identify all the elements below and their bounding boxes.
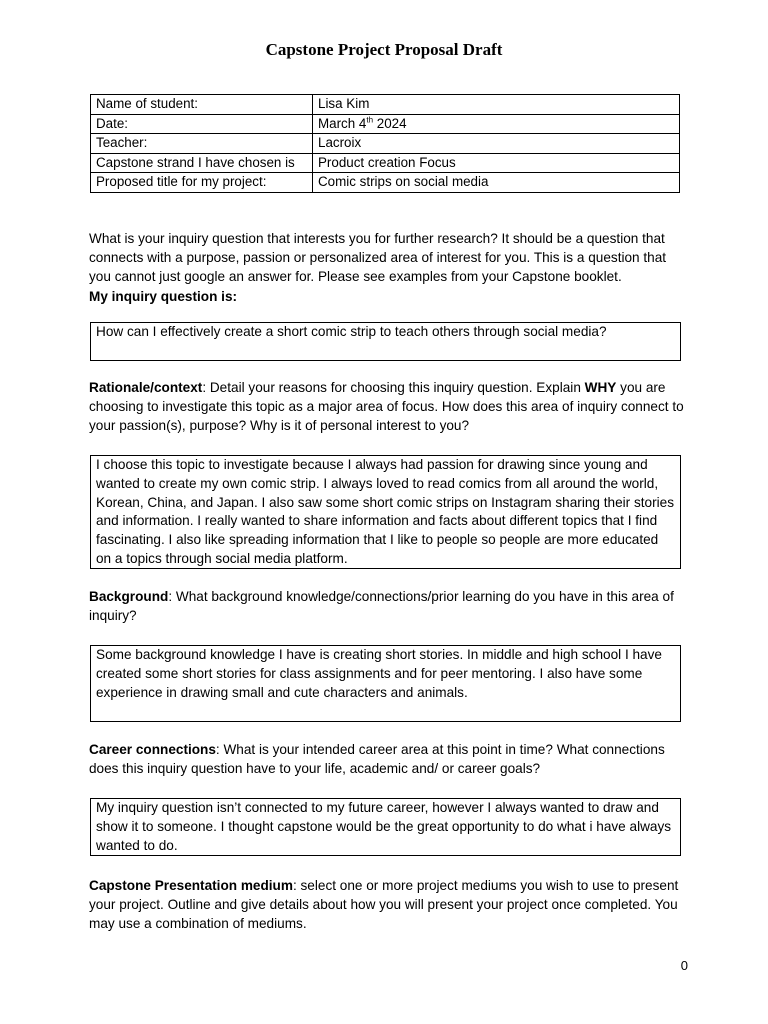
table-row	[91, 134, 680, 154]
row-value: Comic strips on social media	[313, 173, 680, 193]
table-row	[91, 95, 680, 115]
background-answer-box: Some background knowledge I have is creating short stories. In middle and high school I have created some short stories for class assignments and for peer mentoring. I also have some experience in drawing small and cute characters and animals.	[90, 645, 681, 722]
inquiry-answer-box: How can I effectively create a short comic strip to teach others through social media?	[90, 322, 681, 361]
inquiry-label: My inquiry question is:	[89, 288, 238, 304]
rationale-prompt-text-2: you are choosing to investigate this topic as a major area of focus. How does this area of inquiry connect to your passion(s), purpose? Why is it of personal interest to you?	[89, 380, 684, 434]
page-number: 0	[680, 958, 688, 973]
rationale-answer-box: I choose this topic to investigate because I always had passion for drawing since young and wanted to create my own comic strip. I always loved to read comics from all around the world, Korean, China, and Japan. I also saw some short comic strips on Instagram sharing their stories and information. I really wanted to share information and facts about different topics that I find fascinating. I also like spreading information that I like to people so people are more educated on a topics through social media platform.	[90, 455, 681, 569]
document-title: Capstone Project Proposal Draft	[265, 40, 503, 59]
career-prompt	[89, 740, 689, 778]
presentation-prompt	[89, 876, 689, 934]
inquiry-prompt-text: What is your inquiry question that interests you for further research? It should be a question that connects with a purpose, passion or personalized area of interest for you. This is a question that you cannot just google an answer for. Please see examples from your Capstone booklet.	[89, 231, 667, 285]
rationale-prompt	[89, 378, 689, 436]
row-label: Teacher:	[91, 134, 313, 154]
date-month-day: March 4	[318, 115, 367, 131]
background-prompt	[89, 587, 689, 625]
row-value: Lacroix	[313, 134, 680, 154]
presentation-heading: Capstone Presentation medium	[89, 878, 293, 893]
career-heading: Career connections	[89, 742, 216, 757]
background-prompt-text: : What background knowledge/connections/prior learning do you have in this area of inquiry?	[89, 589, 674, 624]
background-heading: Background	[89, 589, 169, 604]
table-row	[91, 153, 680, 173]
row-label: Capstone strand I have chosen is	[91, 153, 313, 173]
presentation-prompt-text: : select one or more project mediums you wish to use to present your project. Outline and give details about how you will present your project once completed. You may use a combination of mediums.	[89, 878, 679, 932]
rationale-heading: Rationale/context	[89, 380, 203, 395]
table-row	[91, 114, 680, 134]
career-answer-box: My inquiry question isn’t connected to my future career, however I always wanted to draw and show it to someone. I thought capstone would be the great opportunity to do what i have always wanted to do.	[90, 798, 681, 856]
table-row	[91, 173, 680, 193]
row-value: Lisa Kim	[313, 95, 680, 115]
row-value: Product creation Focus	[313, 153, 680, 173]
rationale-why: WHY	[584, 380, 617, 395]
row-value-date	[313, 114, 680, 134]
career-prompt-text: : What is your intended career area at this point in time? What connections does this inquiry question have to your life, academic and/ or career goals?	[89, 742, 665, 777]
row-label: Proposed title for my project:	[91, 173, 313, 193]
student-info-table	[90, 94, 680, 193]
date-year: 2024	[373, 115, 407, 131]
row-label: Date:	[91, 114, 313, 134]
rationale-prompt-text: : Detail your reasons for choosing this inquiry question. Explain	[202, 380, 585, 395]
row-label: Name of student:	[91, 95, 313, 115]
inquiry-prompt	[89, 229, 689, 306]
date-ordinal-suffix: th	[366, 115, 374, 125]
